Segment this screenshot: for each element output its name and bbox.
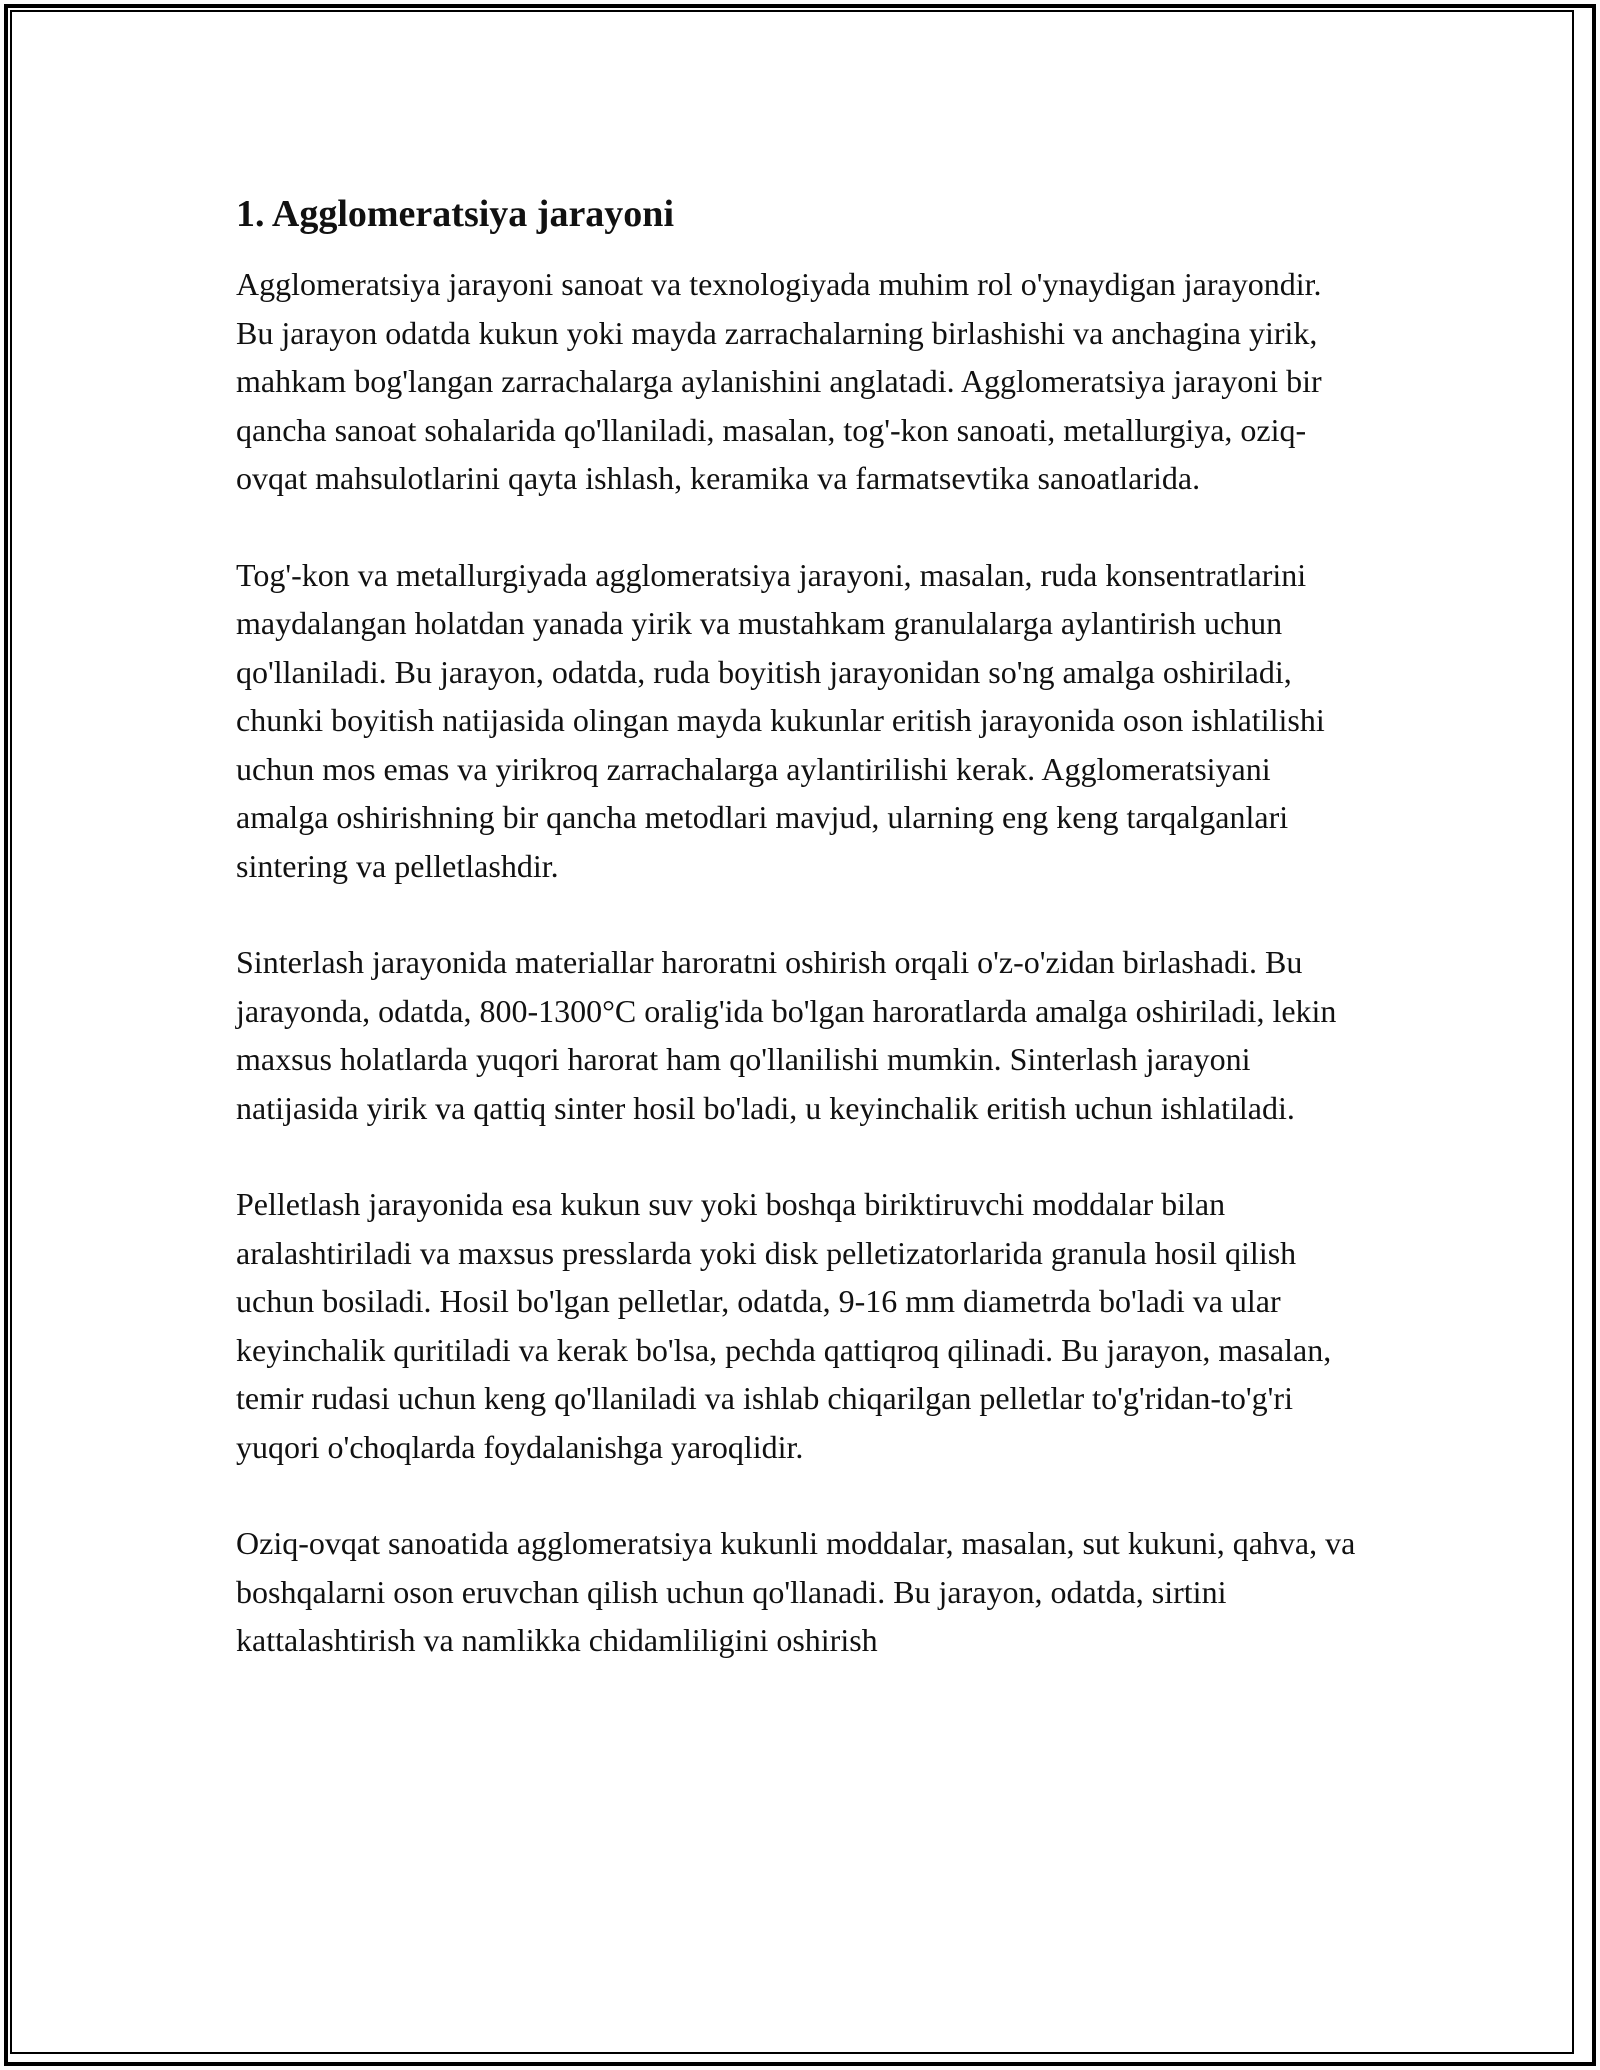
paragraph-intro: Agglomeratsiya jarayoni sanoat va texnologiyada muhim rol o'ynaydigan jarayondir. Bu jarayon odatda kukun yoki mayda zarrachalarning birlashishi va anchagina yirik, mahkam bog'langan zarrachalarga aylanishini anglatadi. Agglomeratsiya jarayoni bir qancha sanoat sohalarida qo'llaniladi, masalan, tog'-kon sanoati, metallurgiya, oziq-ovqat mahsulotlarini qayta ishlash, keramika va farmatsevtika sanoatlarida.	[236, 266, 1322, 496]
paragraph-pelletizing: Pelletlash jarayonida esa kukun suv yoki boshqa biriktiruvchi moddalar bilan aralashtiriladi va maxsus presslarda yoki disk pelletizatorlarida granula hosil qilish uchun bosiladi. Hosil bo'lgan pelletlar, odatda, 9-16 mm diametrda bo'ladi va ular keyinchalik quritiladi va kerak bo'lsa, pechda qattiqroq qilinadi. Bu jarayon, masalan, temir rudasi uchun keng qo'llaniladi va ishlab chiqarilgan pelletlar to'g'ridan-to'g'ri yuqori o'choqlarda foydalanishga yaroqlidir.	[236, 1186, 1332, 1465]
document-body	[236, 188, 1366, 1713]
paragraph-food-industry: Oziq-ovqat sanoatida agglomeratsiya kukunli moddalar, masalan, sut kukuni, qahva, va boshqalarni oson eruvchan qilish uchun qo'llanadi. Bu jarayon, odatda, sirtini kattalashtirish va namlikka chidamliligini oshirish	[236, 1525, 1356, 1658]
paragraph-mining-metallurgy: Tog'-kon va metallurgiyada agglomeratsiya jarayoni, masalan, ruda konsentratlarini maydalangan holatdan yanada yirik va mustahkam granulalarga aylantirish uchun qo'llaniladi. Bu jarayon, odatda, ruda boyitish jarayonidan so'ng amalga oshiriladi, chunki boyitish natijasida olingan mayda kukunlar eritish jarayonida oson ishlatilishi uchun mos emas va yirikroq zarrachalarga aylantirilishi kerak. Agglomeratsiyani amalga oshirishning bir qancha metodlari mavjud, ularning eng keng tarqalganlari sintering va pelletlashdir.	[236, 556, 1325, 884]
paragraph-sintering: Sinterlash jarayonida materiallar haroratni oshirish orqali o'z-o'zidan birlashadi. Bu jarayonda, odatda, 800-1300°C oralig'ida bo'lgan haroratlarda amalga oshiriladi, lekin maxsus holatlarda yuqori harorat ham qo'llanilishi mumkin. Sinterlash jarayoni natijasida yirik va qattiq sinter hosil bo'ladi, u keyinchalik eritish uchun ishlatiladi.	[236, 944, 1337, 1126]
section-heading: 1. Agglomeratsiya jarayoni	[236, 193, 675, 235]
